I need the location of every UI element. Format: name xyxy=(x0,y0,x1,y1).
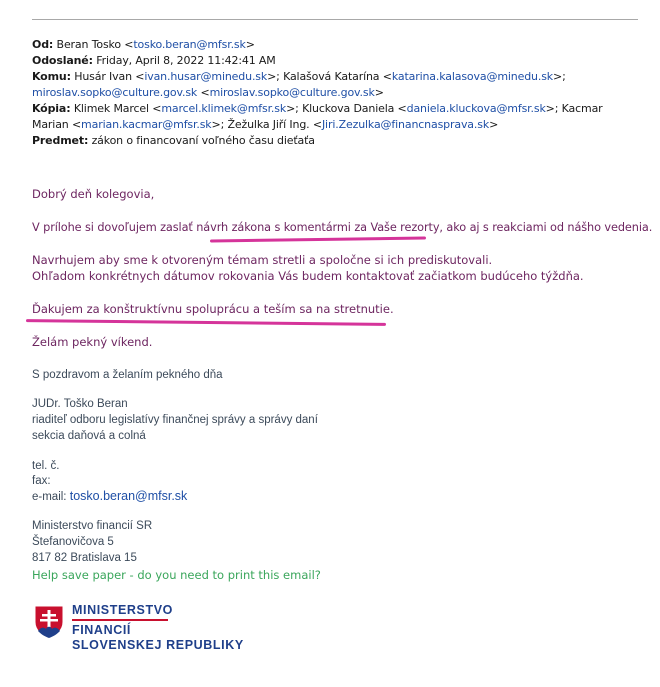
sent-row xyxy=(32,53,276,69)
to-email-link-3[interactable]: miroslav.sopko@culture.gov.sk xyxy=(32,86,198,99)
cc-email-link-3[interactable]: marian.kacmar@mfsr.sk xyxy=(81,118,212,131)
cc-label: Kópia: xyxy=(32,102,71,115)
cc-row xyxy=(32,101,603,117)
logo-divider xyxy=(72,619,168,621)
from-close: > xyxy=(245,38,255,51)
signature-street: Štefanovičova 5 xyxy=(32,536,114,548)
to-row-cont xyxy=(32,85,384,101)
body-paragraph-2a: Navrhujem aby sme k otvoreným témam stretli a spoločne si ich prediskutovali. xyxy=(32,253,493,267)
to-name-1: Husár Ivan < xyxy=(74,70,145,83)
ministry-logo xyxy=(32,603,292,663)
signature-name: JUDr. Toško Beran xyxy=(32,398,128,410)
signature-email-row xyxy=(32,488,187,505)
sent-label: Odoslané: xyxy=(32,54,93,67)
to-email-link-2[interactable]: katarina.kalasova@minedu.sk xyxy=(391,70,554,83)
logo-line-2: FINANCIÍ xyxy=(72,623,131,637)
body-paragraph-3: Ďakujem za konštruktívnu spoluprácu a teším sa na stretnutie. xyxy=(32,302,394,316)
signature-section: sekcia daňová a colná xyxy=(32,430,146,442)
cc-sep-3: >; Žežulka Jiří Ing. < xyxy=(211,118,322,131)
to-sep-3: < xyxy=(197,86,210,99)
header-divider xyxy=(32,19,638,20)
signature-tel: tel. č. xyxy=(32,460,60,472)
cc-name-3: Marian < xyxy=(32,118,82,131)
signature-title: riaditeľ odboru legislatívy finančnej správy a správy daní xyxy=(32,414,318,426)
body-paragraph-2b: Ohľadom konkrétnych dátumov rokovania Vás budem kontaktovať začiatkom budúceho týždňa. xyxy=(32,269,584,283)
to-label: Komu: xyxy=(32,70,71,83)
to-email-link-4[interactable]: miroslav.sopko@culture.gov.sk xyxy=(209,86,375,99)
to-email-link-1[interactable]: ivan.husar@minedu.sk xyxy=(144,70,268,83)
cc-email-link-4[interactable]: Jiri.Zezulka@financnasprava.sk xyxy=(321,118,490,131)
cc-email-link-2[interactable]: daniela.kluckova@mfsr.sk xyxy=(406,102,546,115)
print-note: Help save paper - do you need to print this email? xyxy=(32,568,321,582)
signature-email-link[interactable]: tosko.beran@mfsr.sk xyxy=(69,489,188,503)
from-row xyxy=(32,37,255,53)
signature-closing: S pozdravom a želaním pekného dňa xyxy=(32,369,223,381)
cc-sep-2: >; Kacmar xyxy=(545,102,603,115)
highlight-underline-1 xyxy=(210,236,426,242)
signature-org: Ministerstvo financií SR xyxy=(32,520,153,532)
body-paragraph-4: Želám pekný víkend. xyxy=(32,335,153,349)
cc-name-1: Klimek Marcel < xyxy=(73,102,162,115)
body-paragraph-1: V prílohe si dovoľujem zaslať návrh zákona s komentármi za Vaše rezorty, ako aj s reakciami od nášho vedenia. xyxy=(32,221,653,234)
greeting: Dobrý deň kolegovia, xyxy=(32,187,155,201)
cc-sep-1: >; Kluckova Daniela < xyxy=(286,102,407,115)
cc-row-cont xyxy=(32,117,498,133)
signature-email-label: e-mail: xyxy=(32,491,67,503)
signature-city: 817 82 Bratislava 15 xyxy=(32,552,137,564)
signature-fax: fax: xyxy=(32,475,51,487)
to-row xyxy=(32,69,566,85)
to-close: > xyxy=(374,86,384,99)
highlight-underline-2 xyxy=(26,319,386,326)
from-name: Beran Tosko < xyxy=(56,38,134,51)
from-label: Od: xyxy=(32,38,54,51)
to-sep-1: >; Kalašová Katarína < xyxy=(267,70,392,83)
from-email-link[interactable]: tosko.beran@mfsr.sk xyxy=(133,38,246,51)
cc-close: > xyxy=(489,118,499,131)
logo-line-1: MINISTERSTVO xyxy=(72,603,173,617)
sent-value: Friday, April 8, 2022 11:42:41 AM xyxy=(96,54,276,67)
to-sep-2: >; xyxy=(553,70,566,83)
subject-value: zákon o financovaní voľného času dieťaťa xyxy=(91,134,315,147)
subject-label: Predmet: xyxy=(32,134,89,147)
subject-row xyxy=(32,133,315,149)
cc-email-link-1[interactable]: marcel.klimek@mfsr.sk xyxy=(161,102,287,115)
logo-line-3: SLOVENSKEJ REPUBLIKY xyxy=(72,638,244,652)
slovak-coat-of-arms-icon xyxy=(34,605,64,639)
